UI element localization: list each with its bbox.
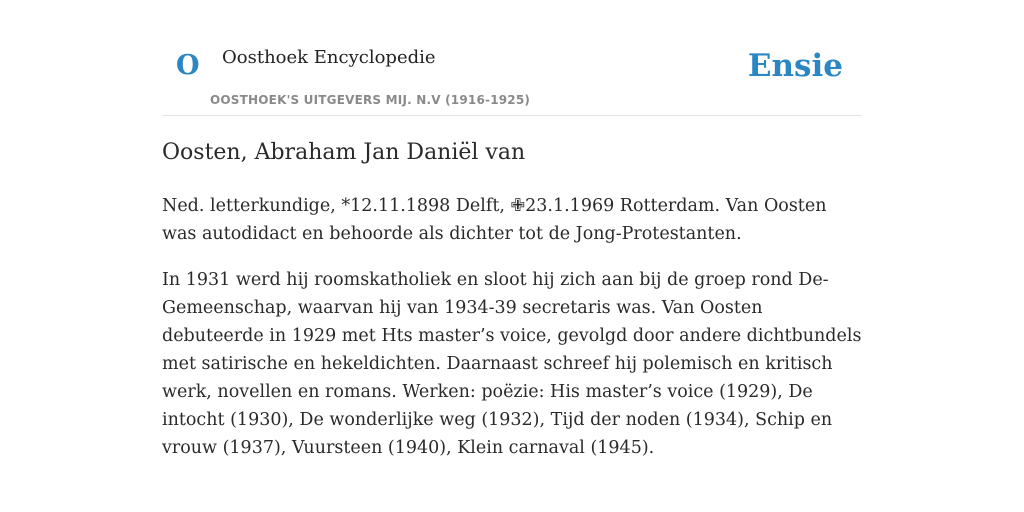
publication-logo[interactable]: O xyxy=(176,50,200,81)
article-paragraph: In 1931 werd hij roomskatholiek en sloot hij zich aan bij de groep rond De-Gemeenschap, waarvan hij van 1934-39 secretaris was. Van Oosten debuteerde in 1929 met Hts master’s voice, gevolgd door andere dichtbundels met satirische en hekeldichten. Daarnaast schreef hij polemisch en kritisch werk, novellen en romans. Werken: poëzie: His master’s voice (1929), De intocht (1930), De wonderlijke weg (1932), Tijd der noden (1934), Schip en vrouw (1937), Vuursteen (1940), Klein carnaval (1945). xyxy=(162,270,862,458)
publication-name[interactable]: Oosthoek Encyclopedie xyxy=(222,47,436,68)
ensie-logo-link[interactable]: Ensie xyxy=(747,48,843,84)
content-column xyxy=(162,0,862,458)
publisher-label: OOSTHOEK'S UITGEVERS MIJ. N.V (1916-1925) xyxy=(210,93,531,107)
encyclopedia-header xyxy=(162,0,862,116)
article-title: Oosten, Abraham Jan Daniël van xyxy=(162,140,526,165)
article-paragraph: Ned. letterkundige, *12.11.1898 Delft, ✙23.1.1969 Rotterdam. Van Oosten was autodidact en behoorde als dichter tot de Jong-Protestanten. xyxy=(162,196,827,244)
